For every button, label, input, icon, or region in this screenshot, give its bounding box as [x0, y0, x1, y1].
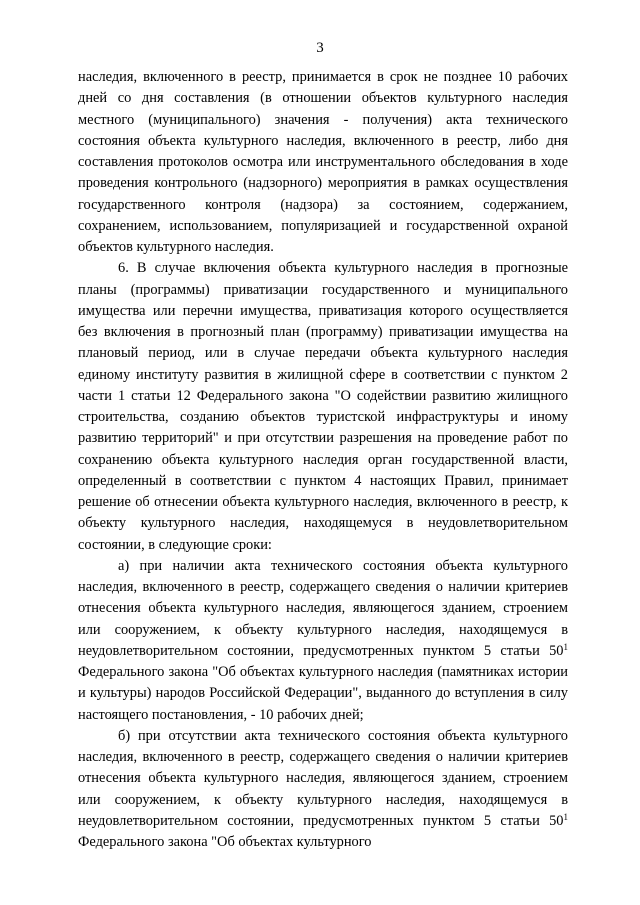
page-number: 3 — [316, 40, 324, 56]
paragraph-item-6: 6. В случае включения объекта культурного наследия в прогнозные планы (программы) приватизации государственного и муниципального имущества или перечни имущества, приватизация которого осуществляется без включения в прогнозный план (программу) приватизации имущества на плановый период, или в случае передачи объекта культурного наследия единому институту развития в жилищной сфере в соответствии с пунктом 2 части 1 статьи 12 Федерального закона "О содействии развитию жилищного строительства, созданию объектов туристской инфраструктуры и иному развитию территорий" и при отсутствии разрешения на проведение работ по сохранению объекта культурного наследия орган государственной власти, определенный в соответствии с пунктом 4 настоящих Правил, принимает решение об отнесении объекта культурного наследия, включенного в реестр, к объекту культурного наследия, находящемуся в неудовлетворительном состоянии, в следующие сроки: — [78, 260, 568, 553]
paragraph-continuation: наследия, включенного в реестр, принимается в срок не позднее 10 рабочих дней со дня составления (в отношении объектов культурного наследия местного (муниципального) значения - получения) акта технического состояния объекта культурного наследия, включенного в реестр, либо дня составления протоколов осмотра или инструментального обследования в ходе проведения контрольного (надзорного) мероприятия в рамках осуществления государственного контроля (надзора) за состоянием, содержанием, сохранением, использованием, популяризацией и государственной охраной объектов культурного наследия. — [78, 69, 568, 255]
subitem-a-article-superscript: 1 — [563, 641, 568, 652]
subitem-b-article-superscript: 1 — [563, 811, 568, 822]
subitem-b-text-before: б) при отсутствии акта технического состояния объекта культурного наследия, включенного в реестр, содержащего сведения о наличии критериев отнесения объекта культурного наследия, являющегося зданием, строением или сооружением, к объекту культурного наследия, находящемуся в неудовлетворительном состоянии, предусмотренных пунктом 5 статьи 50 — [78, 727, 568, 829]
subitem-b-text-after: Федерального закона "Об объектах культурного — [78, 834, 372, 850]
paragraph-subitem-b — [78, 726, 568, 854]
subitem-a-text-before: а) при наличии акта технического состояния объекта культурного наследия, включенного в реестр, содержащего сведения о наличии критериев отнесения объекта культурного наследия, являющегося зданием, строением или сооружением, к объекту культурного наследия, находящемуся в неудовлетворительном состоянии, предусмотренных пунктом 5 статьи 50 — [78, 557, 568, 659]
document-body — [78, 67, 568, 853]
subitem-a-text-after: Федерального закона "Об объектах культурного наследия (памятниках истории и культуры) народов Российской Федерации", выданного до вступления в силу настоящего постановления, - 10 рабочих дней; — [78, 664, 568, 723]
paragraph-subitem-a — [78, 556, 568, 726]
